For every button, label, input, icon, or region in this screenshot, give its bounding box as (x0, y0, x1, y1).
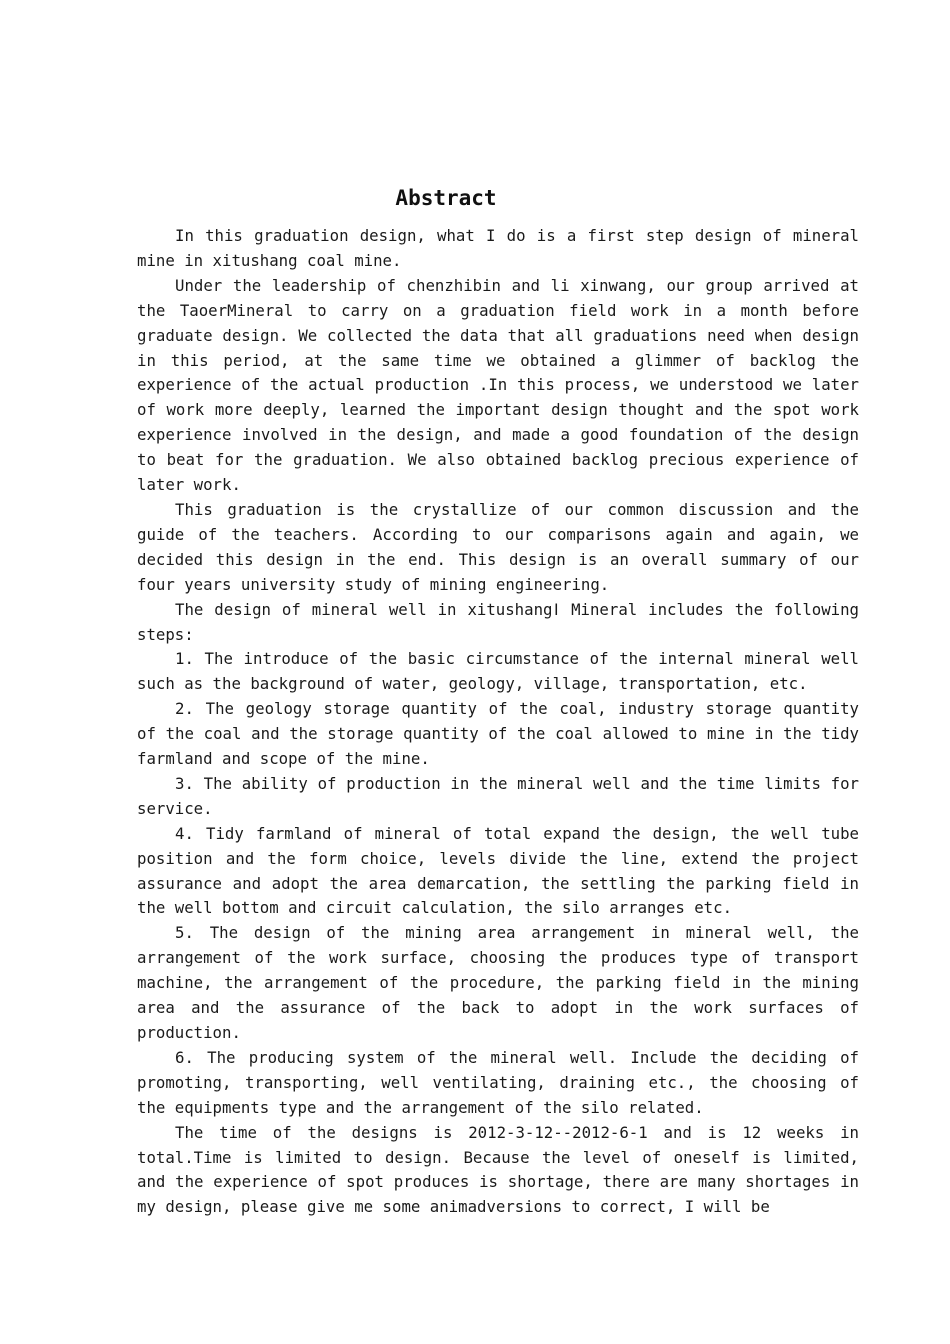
page-title: Abstract (395, 186, 497, 210)
list-item-step-1: 1. The introduce of the basic circumstance of the internal mineral well such as the background of water, geology, village, transportation, etc. (137, 649, 859, 694)
abstract-body (137, 224, 859, 1220)
paragraph-timeline: The time of the designs is 2012-3-12--2012-6-1 and is 12 weeks in total.Time is limited to design. Because the level of oneself is limited, and the experience of spot produces is shortage, there are many shortages in my design, please give me some animadversions to correct, I will be (137, 1122, 859, 1217)
paragraph-intro: In this graduation design, what I do is a first step design of mineral mine in xitushang coal mine. (137, 226, 859, 270)
paragraph-steps-intro: The design of mineral well in xitushangⅠ Mineral includes the following steps: (137, 599, 859, 644)
paragraph-field-work: Under the leadership of chenzhibin and li xinwang, our group arrived at the TaoerMineral to carry on a graduation field work in a month before graduate design. We collected the data that all graduations need when design in this period, at the same time we obtained a glimmer of backlog the experience of the actual production .In this process, we understood we later of work more deeply, learned the important design thought and the spot work experience involved in the design, and made a good foundation of the design to beat for the graduation. We also obtained backlog precious experience of later work. (137, 275, 859, 495)
list-item-step-5: 5. The design of the mining area arrangement in mineral well, the arrangement of the work surface, choosing the produces type of transport machine, the arrangement of the procedure, the parking field in the mining area and the assurance of the back to adopt in the work surfaces of production. (137, 923, 859, 1042)
list-item-step-2: 2. The geology storage quantity of the coal, industry storage quantity of the coal and the storage quantity of the coal allowed to mine in the tidy farmland and scope of the mine. (137, 699, 859, 769)
list-item-step-4: 4. Tidy farmland of mineral of total expand the design, the well tube position and the form choice, levels divide the line, extend the project assurance and adopt the area demarcation, the settling the parking field in the well bottom and circuit calculation, the silo arranges etc. (137, 823, 859, 918)
paragraph-crystallize: This graduation is the crystallize of our common discussion and the guide of the teachers. According to our comparisons again and again, we decided this design in the end. This design is an overall summary of our four years university study of mining engineering. (137, 499, 859, 594)
list-item-step-3: 3. The ability of production in the mineral well and the time limits for service. (137, 773, 859, 818)
list-item-step-6: 6. The producing system of the mineral well. Include the deciding of promoting, transporting, well ventilating, draining etc., the choosing of the equipments type and the arrangement of the silo related. (137, 1047, 859, 1117)
